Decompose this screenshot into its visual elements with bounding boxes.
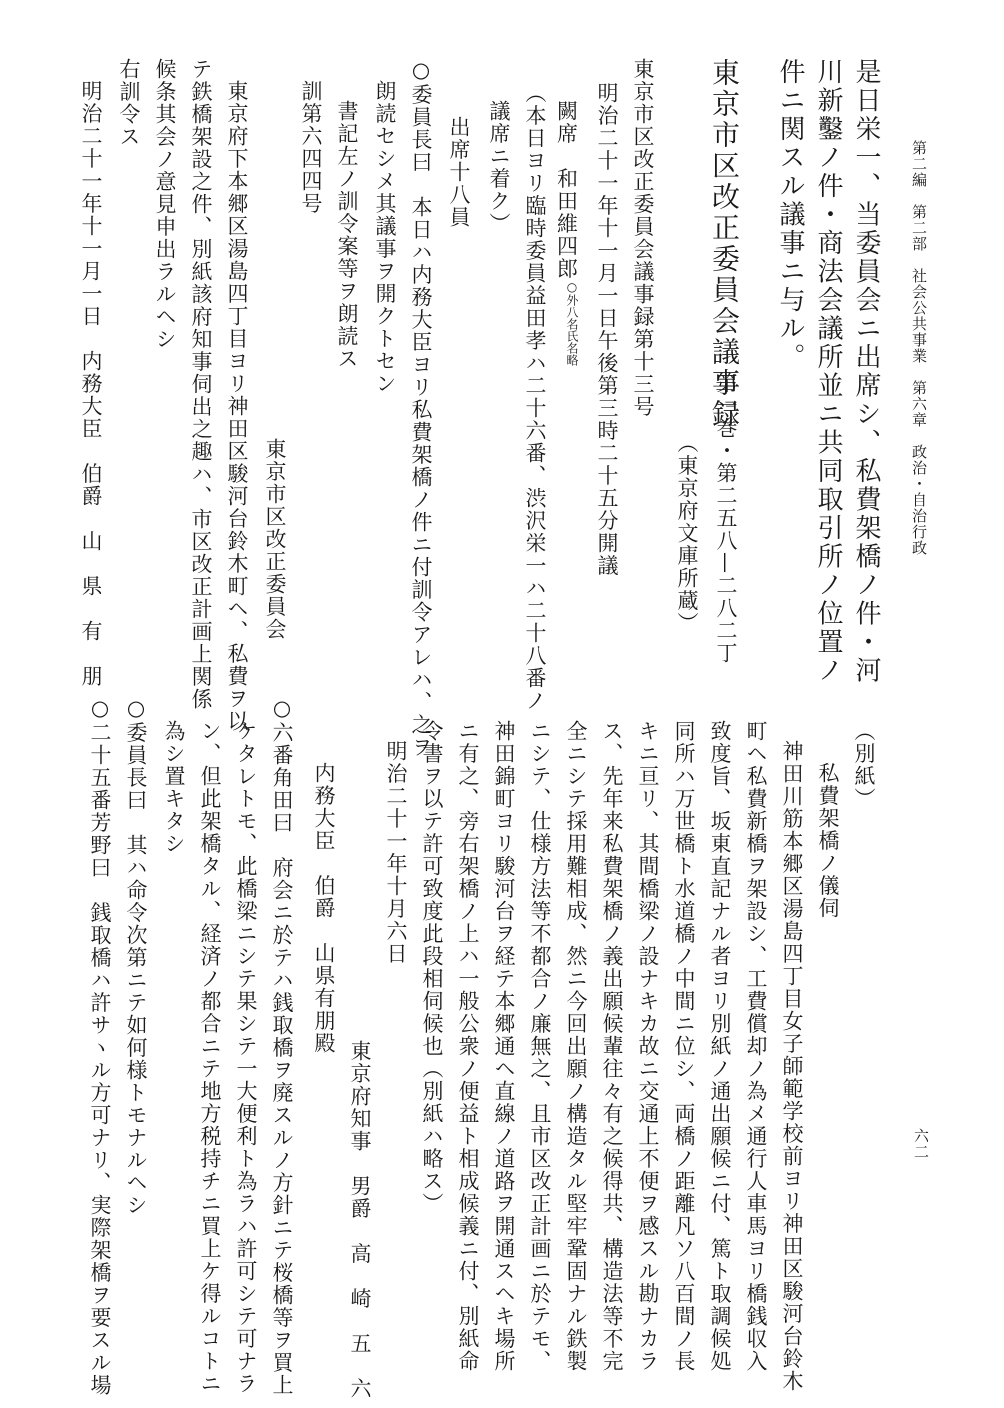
member-6-statement: ケタレトモ、此橋梁ニシテ果シテ一大便利ト為ラハ許可シテ可ナラ [234, 720, 258, 1395]
running-head: 第二編 第二部 社会公共事業 第六章 政治・自治行政 [910, 140, 928, 556]
clerk-reading: 書記左ノ訓令案等ヲ朗読ス [335, 100, 359, 370]
chair-statement: ○委員長曰 本日ハ内務大臣ヨリ私費架橋ノ件ニ付訓令アレハ、之ヲ [409, 58, 433, 759]
attachment-line: 神田川筋本郷区湯島四丁目女子師範学校前ヨリ神田区駿河台鈴木 [780, 740, 804, 1393]
absent-note-bottom: 氏名略 [565, 330, 579, 366]
source-note: （東京府文庫所蔵） [675, 432, 699, 635]
order-addressee: 東京市区改正委員会 [263, 438, 287, 641]
order-text: 右訓令ス [117, 58, 141, 148]
attachment-recipient: 内務大臣 伯爵 山県有朋殿 [312, 762, 336, 1055]
member-25-statement: ○二十五番芳野曰 銭取橋ハ許サヽル方可ナリ、実際架橋ヲ要スル場 [88, 696, 112, 1397]
absent-label: 闕席 和田維四郎 [554, 100, 579, 280]
section-title: 東京市区改正委員会議事録 [708, 58, 741, 430]
attendance: 出席十八員 [447, 116, 471, 229]
attachment-title: 私費架橋ノ儀伺 [816, 762, 840, 920]
intro-line: 件ニ関スル議事ニ与ル。 [775, 58, 805, 372]
attachment-line: キニ亘リ、其間橋梁ノ設ナキカ故ニ交通上不便ヲ感スル勘ナカラ [636, 720, 660, 1373]
attachment-line: 神田錦町ヨリ駿河台ヲ経テ本郷通ヘ直線ノ道路ヲ開通スヘキ場所 [492, 720, 516, 1373]
minutes-heading: 東京市区改正委員会議事録第十三号 [631, 58, 655, 418]
chair-statement: 朗読セシメ其議事ヲ開クトセン [373, 80, 397, 395]
order-text: 候条其会ノ意見申出ラルヘシ [153, 58, 177, 351]
intro-line: 是日栄一、当委員会ニ出席シ、私費架橋ノ件・河 [851, 58, 881, 685]
member-6-statement: 為シ置キタシ [162, 720, 186, 855]
attachment-line: ニ有之、旁右架橋ノ上ハ一般公衆ノ便益ト相成候義ニ付、別紙命 [456, 720, 480, 1373]
intro-line: 川新鑿ノ件・商法会議所並ニ共同取引所ノ位置ノ [813, 58, 843, 685]
absent-note-top: ○外八名 [565, 280, 579, 330]
absent-members [556, 100, 582, 366]
attachment-line: 致度旨、坂東直記ナル者ヨリ別紙ノ通出願候ニ付、篤ト取調候処 [708, 720, 732, 1373]
order-date: 明治二十一年十一月一日 内務大臣 伯爵 山 県 有 朋 [79, 80, 103, 688]
note-line: 議席ニ着ク） [487, 100, 511, 235]
attachment-line: 町ヘ私費新橋ヲ架設シ、工費償却ノ為メ通行人車馬ヨリ橋銭収入 [744, 720, 768, 1373]
attachment-sender: 東京府知事 男爵 高 崎 五 六 [348, 1040, 372, 1400]
member-6-statement: ン、但此架橋タル、経済ノ都合ニテ地方税持チニ買上ケ得ルコトニ [198, 720, 222, 1395]
minutes-date: 明治二十一年十一月一日午後第三時二十五分開議 [595, 82, 619, 577]
attachment-date: 明治二十一年十月六日 [384, 740, 408, 965]
order-number: 訓第六四四号 [299, 80, 323, 215]
absent-note [566, 280, 578, 366]
order-text: テ鉄橋架設之件、別紙該府知事伺出之趣ハ、市区改正計画上関係 [189, 58, 213, 711]
attachment-line: 同所ハ万世橋ト水道橋ノ中間ニ位シ、両橋ノ距離凡ソ八百間ノ長 [672, 720, 696, 1373]
attachment-line: 全ニシテ採用難相成、然ニ今回出願ノ構造タル堅牢鞏固ナル鉄製 [564, 720, 588, 1373]
attachment-line: 令書ヲ以テ許可致度此段相伺候也（別紙ハ略ス） [420, 720, 444, 1215]
chair-reply: ○委員長曰 其ハ命令次第ニテ如何様トモナルヘシ [124, 696, 148, 1217]
attachment-line: ニシテ、仕様方法等不都合ノ廉無之、且市区改正計画ニ於テモ、 [528, 720, 552, 1373]
member-6-statement: ○六番角田曰 府会ニ於テハ銭取橋ヲ廃スルノ方針ニテ桜橋等ヲ買上 [270, 696, 294, 1397]
note-line: （本日ヨリ臨時委員益田孝ハ二十六番、渋沢栄一ハ二十八番ノ [523, 82, 547, 712]
attachment-line: ス、先年来私費架橋ノ義出願候輩往々有之候得共、構造法等不完 [600, 720, 624, 1373]
section-reference: 第一巻・第二五八—二八二丁 [714, 372, 738, 665]
page-number: 六二 [912, 1128, 930, 1160]
order-text: 東京府下本郷区湯島四丁目ヨリ神田区駿河台鈴木町ヘ、私費ヲ以 [225, 80, 249, 733]
attachment-label: （別紙） [852, 720, 876, 810]
